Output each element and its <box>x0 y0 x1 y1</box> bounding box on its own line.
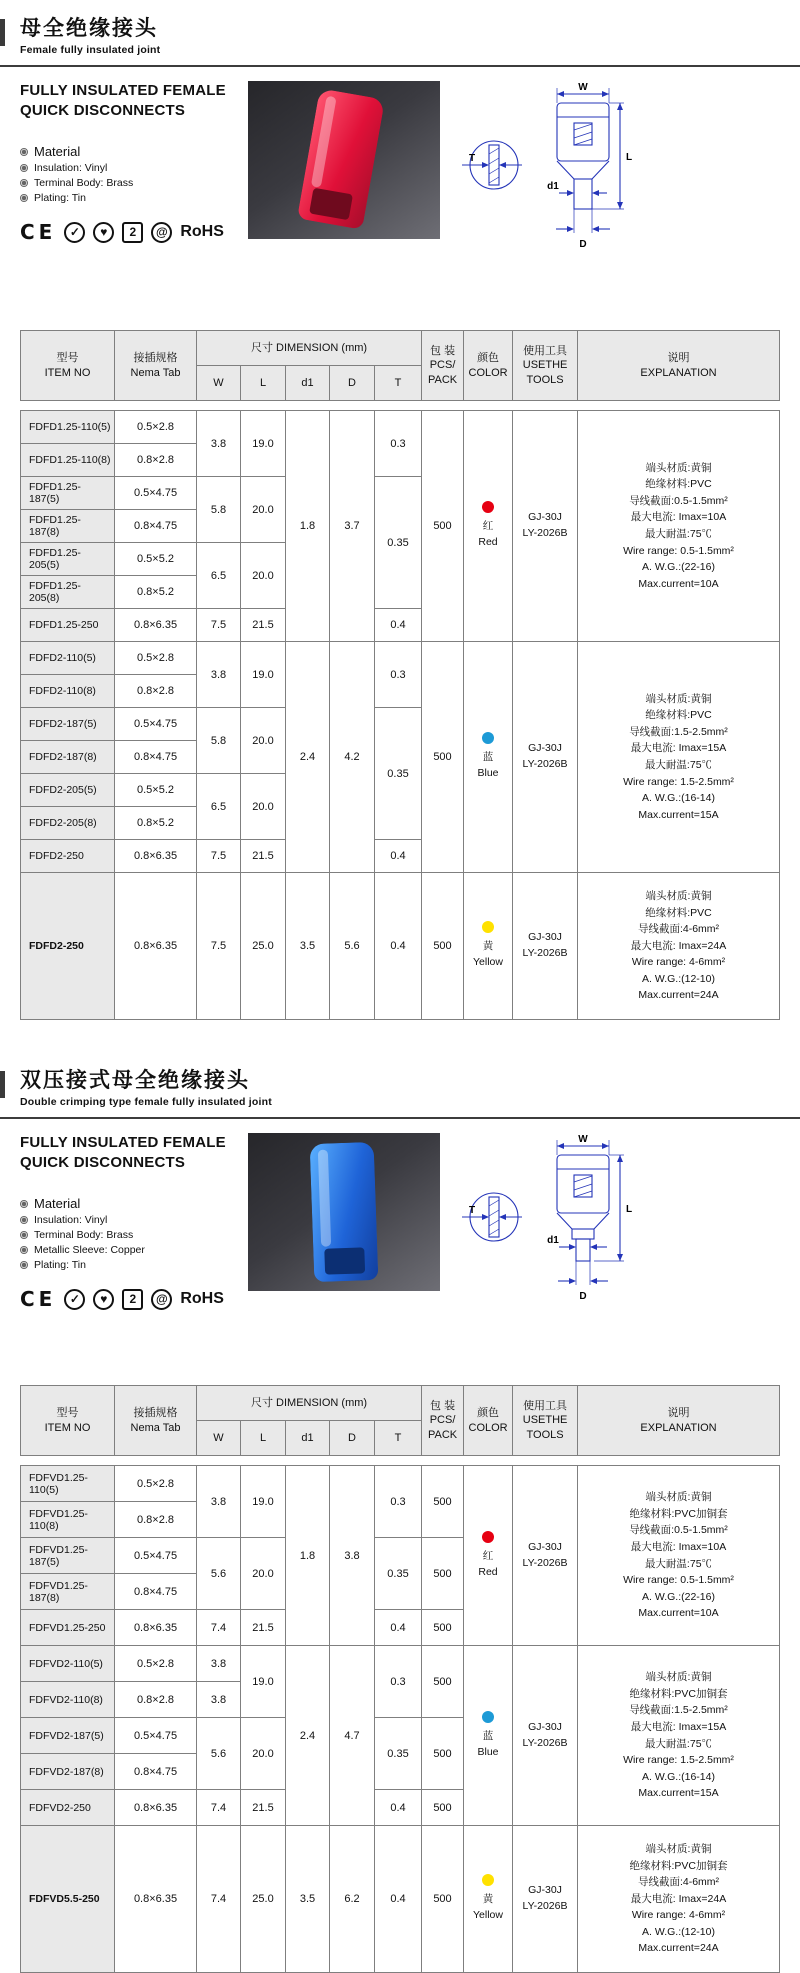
nema-tab-cell: 0.5×2.8 <box>115 1646 197 1682</box>
item-no-cell: FDFD2-205(5) <box>21 774 115 807</box>
dimension-cell: 4.2 <box>330 642 375 873</box>
dim-label-t: T <box>468 1205 476 1216</box>
material-item <box>20 1214 238 1226</box>
bullet-icon <box>20 1246 28 1254</box>
header-color: 颜色 COLOR <box>464 1386 513 1456</box>
pack-cell: 500 <box>422 873 464 1020</box>
header-dimension: 尺寸 DIMENSION (mm) <box>197 1386 422 1421</box>
dimension-cell: 0.4 <box>375 840 422 873</box>
dimension-cell: 6.5 <box>197 774 241 840</box>
dim-label-t: T <box>468 153 476 164</box>
nema-tab-cell: 0.8×2.8 <box>115 1502 197 1538</box>
item-no-cell: FDFD2-187(8) <box>21 741 115 774</box>
header-pack: 包 装 PCS/ PACK <box>422 1386 464 1456</box>
header-color: 颜色 COLOR <box>464 331 513 401</box>
pack-cell: 500 <box>422 1718 464 1790</box>
ce-mark: CE <box>20 220 57 244</box>
cert-at-icon: @ <box>151 222 172 243</box>
header-dimension: 尺寸 DIMENSION (mm) <box>197 331 422 366</box>
dimension-cell: 4.7 <box>330 1646 375 1826</box>
item-no-cell: FDFVD1.25-110(8) <box>21 1502 115 1538</box>
spec-table-1-body <box>20 410 780 1020</box>
header-explanation: 说明 EXPLANATION <box>578 1386 780 1456</box>
pack-cell: 500 <box>422 1826 464 1973</box>
dimension-cell: 0.4 <box>375 609 422 642</box>
dimension-cell: 20.0 <box>241 1718 286 1790</box>
material-item <box>20 1259 238 1271</box>
header-t: T <box>375 1421 422 1456</box>
dimension-cell: 7.4 <box>197 1610 241 1646</box>
dimension-cell: 20.0 <box>241 543 286 609</box>
table-row <box>21 1646 780 1682</box>
dimension-cell: 5.8 <box>197 477 241 543</box>
nema-tab-cell: 0.8×5.2 <box>115 576 197 609</box>
table-row <box>21 873 780 1020</box>
dimension-cell: 3.8 <box>330 1466 375 1646</box>
cert-check-icon: ✓ <box>64 1289 85 1310</box>
explanation-cell: 端头材质:黄铜 绝缘材料:PVC加铜套 导线截面:1.5-2.5mm² 最大电流: Imax=15A 最大耐温:75℃ Wire range: 1.5-2.5mm² A. W.G.:(16-14) Max.current=15A <box>578 1646 780 1826</box>
dim-label-d: D <box>579 1291 587 1302</box>
explanation-cell: 端头材质:黄铜 绝缘材料:PVC加铜套 导线截面:0.5-1.5mm² 最大电流: Imax=10A 最大耐温:75℃ Wire range: 0.5-1.5mm² A. W.G.:(22-16) Max.current=10A <box>578 1466 780 1646</box>
section-title-zh: 双压接式母全绝缘接头 <box>20 1069 250 1092</box>
product-overview-row <box>0 1119 800 1321</box>
header-d1: d1 <box>286 366 330 401</box>
dimension-cell: 21.5 <box>241 1610 286 1646</box>
header-tools: 使用工具 USETHE TOOLS <box>513 1386 578 1456</box>
dimension-cell: 7.5 <box>197 840 241 873</box>
nema-tab-cell: 0.5×2.8 <box>115 411 197 444</box>
header-w: W <box>197 366 241 401</box>
pack-cell: 500 <box>422 1610 464 1646</box>
tools-cell: GJ-30J LY-2026B <box>513 411 578 642</box>
dimension-cell: 0.3 <box>375 1466 422 1538</box>
cert-heart-icon: ♥ <box>93 1289 114 1310</box>
item-no-cell: FDFVD1.25-187(5) <box>21 1538 115 1574</box>
terminal-opening <box>309 188 353 221</box>
material-item <box>20 1229 238 1241</box>
nema-tab-cell: 0.5×4.75 <box>115 1538 197 1574</box>
item-no-cell: FDFD2-250 <box>21 840 115 873</box>
item-no-cell: FDFVD2-110(8) <box>21 1682 115 1718</box>
product-heading-line2: QUICK DISCONNECTS <box>20 1153 186 1171</box>
nema-tab-cell: 0.5×2.8 <box>115 1466 197 1502</box>
dim-label-d1: d1 <box>547 1235 559 1246</box>
bullet-icon <box>20 179 28 187</box>
nema-tab-cell: 0.5×4.75 <box>115 477 197 510</box>
nema-tab-cell: 0.5×5.2 <box>115 543 197 576</box>
material-heading <box>20 1196 238 1211</box>
dimension-cell: 21.5 <box>241 609 286 642</box>
tools-cell: GJ-30J LY-2026B <box>513 1826 578 1973</box>
nema-tab-cell: 0.8×2.8 <box>115 675 197 708</box>
section-title-en: Female fully insulated joint <box>20 44 161 56</box>
nema-tab-cell: 0.8×6.35 <box>115 1610 197 1646</box>
rohs-mark: RoHS <box>180 1290 224 1307</box>
nema-tab-cell: 0.5×4.75 <box>115 708 197 741</box>
cert-figure2-icon: 2 <box>122 1289 143 1310</box>
cert-heart-icon: ♥ <box>93 222 114 243</box>
dimension-cell: 0.35 <box>375 1538 422 1610</box>
tools-cell: GJ-30J LY-2026B <box>513 642 578 873</box>
dimension-cell: 21.5 <box>241 1790 286 1826</box>
header-tools: 使用工具 USETHE TOOLS <box>513 331 578 401</box>
color-cell: 蓝 Blue <box>464 1646 513 1826</box>
dimension-cell: 19.0 <box>241 1646 286 1718</box>
item-no-cell: FDFD1.25-187(8) <box>21 510 115 543</box>
dimension-cell: 20.0 <box>241 477 286 543</box>
item-no-cell: FDFD1.25-205(5) <box>21 543 115 576</box>
dimension-cell: 5.8 <box>197 708 241 774</box>
item-no-cell: FDFVD2-250 <box>21 1790 115 1826</box>
dim-label-w: W <box>578 1134 588 1145</box>
nema-tab-cell: 0.8×6.35 <box>115 840 197 873</box>
dimension-cell: 3.8 <box>197 411 241 477</box>
product-photo <box>248 81 440 239</box>
header-w: W <box>197 1421 241 1456</box>
nema-tab-cell: 0.8×4.75 <box>115 1754 197 1790</box>
dimension-cell: 19.0 <box>241 642 286 708</box>
bullet-icon <box>20 1216 28 1224</box>
dimension-cell: 0.35 <box>375 1718 422 1790</box>
dimension-cell: 20.0 <box>241 708 286 774</box>
item-no-cell: FDFD2-110(5) <box>21 642 115 675</box>
product-heading <box>20 81 238 120</box>
title-accent-bar <box>0 1071 5 1098</box>
nema-tab-cell: 0.8×4.75 <box>115 741 197 774</box>
dimension-cell: 0.3 <box>375 411 422 477</box>
red-terminal-image <box>297 88 385 229</box>
item-no-cell: FDFVD2-110(5) <box>21 1646 115 1682</box>
header-item-no: 型号 ITEM NO <box>21 331 115 401</box>
material-item <box>20 162 238 174</box>
explanation-cell: 端头材质:黄铜 绝缘材料:PVC 导线截面:4-6mm² 最大电流: Imax=24A Wire range: 4-6mm² A. W.G.:(12-10) Max.current=24A <box>578 873 780 1020</box>
dimension-cell: 6.5 <box>197 543 241 609</box>
dimension-cell: 19.0 <box>241 411 286 477</box>
color-cell: 红 Red <box>464 411 513 642</box>
color-dot-icon <box>482 732 494 744</box>
color-cell: 蓝 Blue <box>464 642 513 873</box>
explanation-cell: 端头材质:黄铜 绝缘材料:PVC 导线截面:1.5-2.5mm² 最大电流: Imax=15A 最大耐温:75℃ Wire range: 1.5-2.5mm² A. W.G.:(16-14) Max.current=15A <box>578 642 780 873</box>
color-cell: 黄 Yellow <box>464 873 513 1020</box>
dimension-cell: 0.35 <box>375 708 422 840</box>
color-dot-icon <box>482 1874 494 1886</box>
tools-cell: GJ-30J LY-2026B <box>513 1646 578 1826</box>
pack-cell: 500 <box>422 642 464 873</box>
item-no-cell: FDFD1.25-205(8) <box>21 576 115 609</box>
material-heading-label: Material <box>34 1196 81 1211</box>
dimension-cell: 19.0 <box>241 1466 286 1538</box>
dimension-cell: 7.5 <box>197 873 241 1020</box>
nema-tab-cell: 0.8×4.75 <box>115 1574 197 1610</box>
nema-tab-cell: 0.8×5.2 <box>115 807 197 840</box>
dimension-cell: 3.7 <box>330 411 375 642</box>
cert-figure2-icon: 2 <box>122 222 143 243</box>
nema-tab-cell: 0.8×2.8 <box>115 1682 197 1718</box>
header-item-no: 型号 ITEM NO <box>21 1386 115 1456</box>
section-title-zh: 母全绝缘接头 <box>20 17 158 40</box>
material-list <box>20 1196 238 1271</box>
section-title-block <box>0 1068 800 1108</box>
dimension-cell: 3.5 <box>286 873 330 1020</box>
technical-drawing <box>456 81 656 256</box>
pack-cell: 500 <box>422 411 464 642</box>
product-overview-row <box>0 67 800 266</box>
dim-label-l: L <box>625 152 633 163</box>
header-nema-tab: 接插规格 Nema Tab <box>115 1386 197 1456</box>
header-pack: 包 装 PCS/ PACK <box>422 331 464 401</box>
product-heading-line1: FULLY INSULATED FEMALE <box>20 82 226 99</box>
color-dot-icon <box>482 1531 494 1543</box>
material-item <box>20 177 238 189</box>
explanation-cell: 端头材质:黄铜 绝缘材料:PVC 导线截面:0.5-1.5mm² 最大电流: Imax=10A 最大耐温:75℃ Wire range: 0.5-1.5mm² A. W.G.:(22-16) Max.current=10A <box>578 411 780 642</box>
color-dot-icon <box>482 921 494 933</box>
material-heading <box>20 144 238 159</box>
product-heading <box>20 1133 238 1172</box>
material-item-label: Terminal Body: Brass <box>34 1229 134 1241</box>
header-d: D <box>330 1421 375 1456</box>
bullet-icon <box>20 1200 28 1208</box>
header-row-1 <box>21 331 780 366</box>
dim-label-d: D <box>579 239 587 250</box>
color-dot-icon <box>482 1711 494 1723</box>
color-cell: 黄 Yellow <box>464 1826 513 1973</box>
certification-row <box>20 220 238 244</box>
section-title-block <box>0 16 800 56</box>
bullet-icon <box>20 1231 28 1239</box>
item-no-cell: FDFD2-205(8) <box>21 807 115 840</box>
item-no-cell: FDFD2-110(8) <box>21 675 115 708</box>
table-row <box>21 1466 780 1502</box>
nema-tab-cell: 0.5×4.75 <box>115 1718 197 1754</box>
nema-tab-cell: 0.8×6.35 <box>115 609 197 642</box>
nema-tab-cell: 0.5×5.2 <box>115 774 197 807</box>
certification-row <box>20 1287 238 1311</box>
table-row <box>21 642 780 675</box>
table-row <box>21 1826 780 1973</box>
dimension-cell: 2.4 <box>286 642 330 873</box>
spec-table-1-header <box>20 330 780 401</box>
bullet-icon <box>20 164 28 172</box>
section-title-en: Double crimping type female fully insulated joint <box>20 1096 272 1108</box>
nema-tab-cell: 0.8×6.35 <box>115 1790 197 1826</box>
tools-cell: GJ-30J LY-2026B <box>513 873 578 1020</box>
item-no-cell: FDFD1.25-110(8) <box>21 444 115 477</box>
dimension-cell: 0.4 <box>375 1790 422 1826</box>
dimension-cell: 5.6 <box>197 1718 241 1790</box>
pack-cell: 500 <box>422 1466 464 1538</box>
dimension-cell: 21.5 <box>241 840 286 873</box>
spec-table-2 <box>20 1385 780 1973</box>
title-accent-bar <box>0 19 5 46</box>
dimension-cell: 0.3 <box>375 642 422 708</box>
product-heading-line2: QUICK DISCONNECTS <box>20 101 186 119</box>
highlight <box>311 96 337 189</box>
product-heading-line1: FULLY INSULATED FEMALE <box>20 1134 226 1151</box>
item-no-cell: FDFVD1.25-187(8) <box>21 1574 115 1610</box>
material-item <box>20 1244 238 1256</box>
dimension-cell: 3.8 <box>197 642 241 708</box>
spec-table-2-body <box>20 1465 780 1973</box>
technical-drawing <box>456 1133 656 1308</box>
pack-cell: 500 <box>422 1646 464 1718</box>
dim-label-d1: d1 <box>547 181 559 192</box>
item-no-cell: FDFVD2-187(5) <box>21 1718 115 1754</box>
ce-mark: CE <box>20 1287 57 1311</box>
dimension-cell: 20.0 <box>241 774 286 840</box>
material-heading-label: Material <box>34 144 81 159</box>
dimension-cell: 7.4 <box>197 1826 241 1973</box>
product-info <box>20 1133 238 1311</box>
dimension-cell: 3.8 <box>197 1646 241 1682</box>
dim-label-w: W <box>578 82 588 93</box>
material-item-label: Plating: Tin <box>34 1259 86 1271</box>
item-no-cell: FDFD1.25-187(5) <box>21 477 115 510</box>
dim-label-l: L <box>625 1204 633 1215</box>
product-photo <box>248 1133 440 1291</box>
bullet-icon <box>20 1261 28 1269</box>
header-nema-tab: 接插规格 Nema Tab <box>115 331 197 401</box>
dimension-cell: 0.4 <box>375 1610 422 1646</box>
item-no-cell: FDFVD2-187(8) <box>21 1754 115 1790</box>
product-info <box>20 81 238 244</box>
terminal-opening <box>324 1247 365 1274</box>
table-row <box>21 411 780 444</box>
dimension-cell: 1.8 <box>286 411 330 642</box>
item-no-cell: FDFD1.25-250 <box>21 609 115 642</box>
bullet-icon <box>20 194 28 202</box>
header-l: L <box>241 1421 286 1456</box>
item-no-cell: FDFD2-187(5) <box>21 708 115 741</box>
item-no-cell: FDFVD5.5-250 <box>21 1826 115 1973</box>
highlight <box>318 1150 331 1247</box>
dimension-cell: 0.4 <box>375 873 422 1020</box>
dimension-cell: 7.4 <box>197 1790 241 1826</box>
dimension-cell: 1.8 <box>286 1466 330 1646</box>
dimension-cell: 7.5 <box>197 609 241 642</box>
color-dot-icon <box>482 501 494 513</box>
nema-tab-cell: 0.8×6.35 <box>115 873 197 1020</box>
header-d: D <box>330 366 375 401</box>
header-l: L <box>241 366 286 401</box>
nema-tab-cell: 0.8×6.35 <box>115 1826 197 1973</box>
header-explanation: 说明 EXPLANATION <box>578 331 780 401</box>
cert-check-icon: ✓ <box>64 222 85 243</box>
rohs-mark: RoHS <box>180 223 224 240</box>
dimension-cell: 3.8 <box>197 1682 241 1718</box>
spec-table-2-header <box>20 1385 780 1456</box>
spec-table-1 <box>20 330 780 1020</box>
item-no-cell: FDFD1.25-110(5) <box>21 411 115 444</box>
dimension-cell: 3.5 <box>286 1826 330 1973</box>
dimension-cell: 0.3 <box>375 1646 422 1718</box>
dimension-cell: 0.4 <box>375 1826 422 1973</box>
nema-tab-cell: 0.8×4.75 <box>115 510 197 543</box>
blue-terminal-image <box>310 1142 379 1282</box>
nema-tab-cell: 0.8×2.8 <box>115 444 197 477</box>
material-item-label: Terminal Body: Brass <box>34 177 134 189</box>
dimension-cell: 0.35 <box>375 477 422 609</box>
material-item <box>20 192 238 204</box>
dimension-cell: 3.8 <box>197 1466 241 1538</box>
material-item-label: Metallic Sleeve: Copper <box>34 1244 145 1256</box>
dimension-cell: 5.6 <box>197 1538 241 1610</box>
material-list <box>20 144 238 204</box>
dimension-cell: 25.0 <box>241 1826 286 1973</box>
dimension-cell: 25.0 <box>241 873 286 1020</box>
nema-tab-cell: 0.5×2.8 <box>115 642 197 675</box>
material-item-label: Insulation: Vinyl <box>34 1214 108 1226</box>
header-d1: d1 <box>286 1421 330 1456</box>
tools-cell: GJ-30J LY-2026B <box>513 1466 578 1646</box>
cert-at-icon: @ <box>151 1289 172 1310</box>
material-item-label: Plating: Tin <box>34 192 86 204</box>
dimension-cell: 20.0 <box>241 1538 286 1610</box>
item-no-cell: FDFVD1.25-110(5) <box>21 1466 115 1502</box>
explanation-cell: 端头材质:黄铜 绝缘材料:PVC加铜套 导线截面:4-6mm² 最大电流: Imax=24A Wire range: 4-6mm² A. W.G.:(12-10) Max.current=24A <box>578 1826 780 1973</box>
dimension-cell: 6.2 <box>330 1826 375 1973</box>
dimension-cell: 2.4 <box>286 1646 330 1826</box>
pack-cell: 500 <box>422 1790 464 1826</box>
material-item-label: Insulation: Vinyl <box>34 162 108 174</box>
color-cell: 红 Red <box>464 1466 513 1646</box>
item-no-cell: FDFD2-250 <box>21 873 115 1020</box>
header-t: T <box>375 366 422 401</box>
item-no-cell: FDFVD1.25-250 <box>21 1610 115 1646</box>
pack-cell: 500 <box>422 1538 464 1610</box>
dimension-cell: 5.6 <box>330 873 375 1020</box>
bullet-icon <box>20 148 28 156</box>
header-row-1 <box>21 1386 780 1421</box>
section-double-crimping-joint <box>0 1068 800 1973</box>
